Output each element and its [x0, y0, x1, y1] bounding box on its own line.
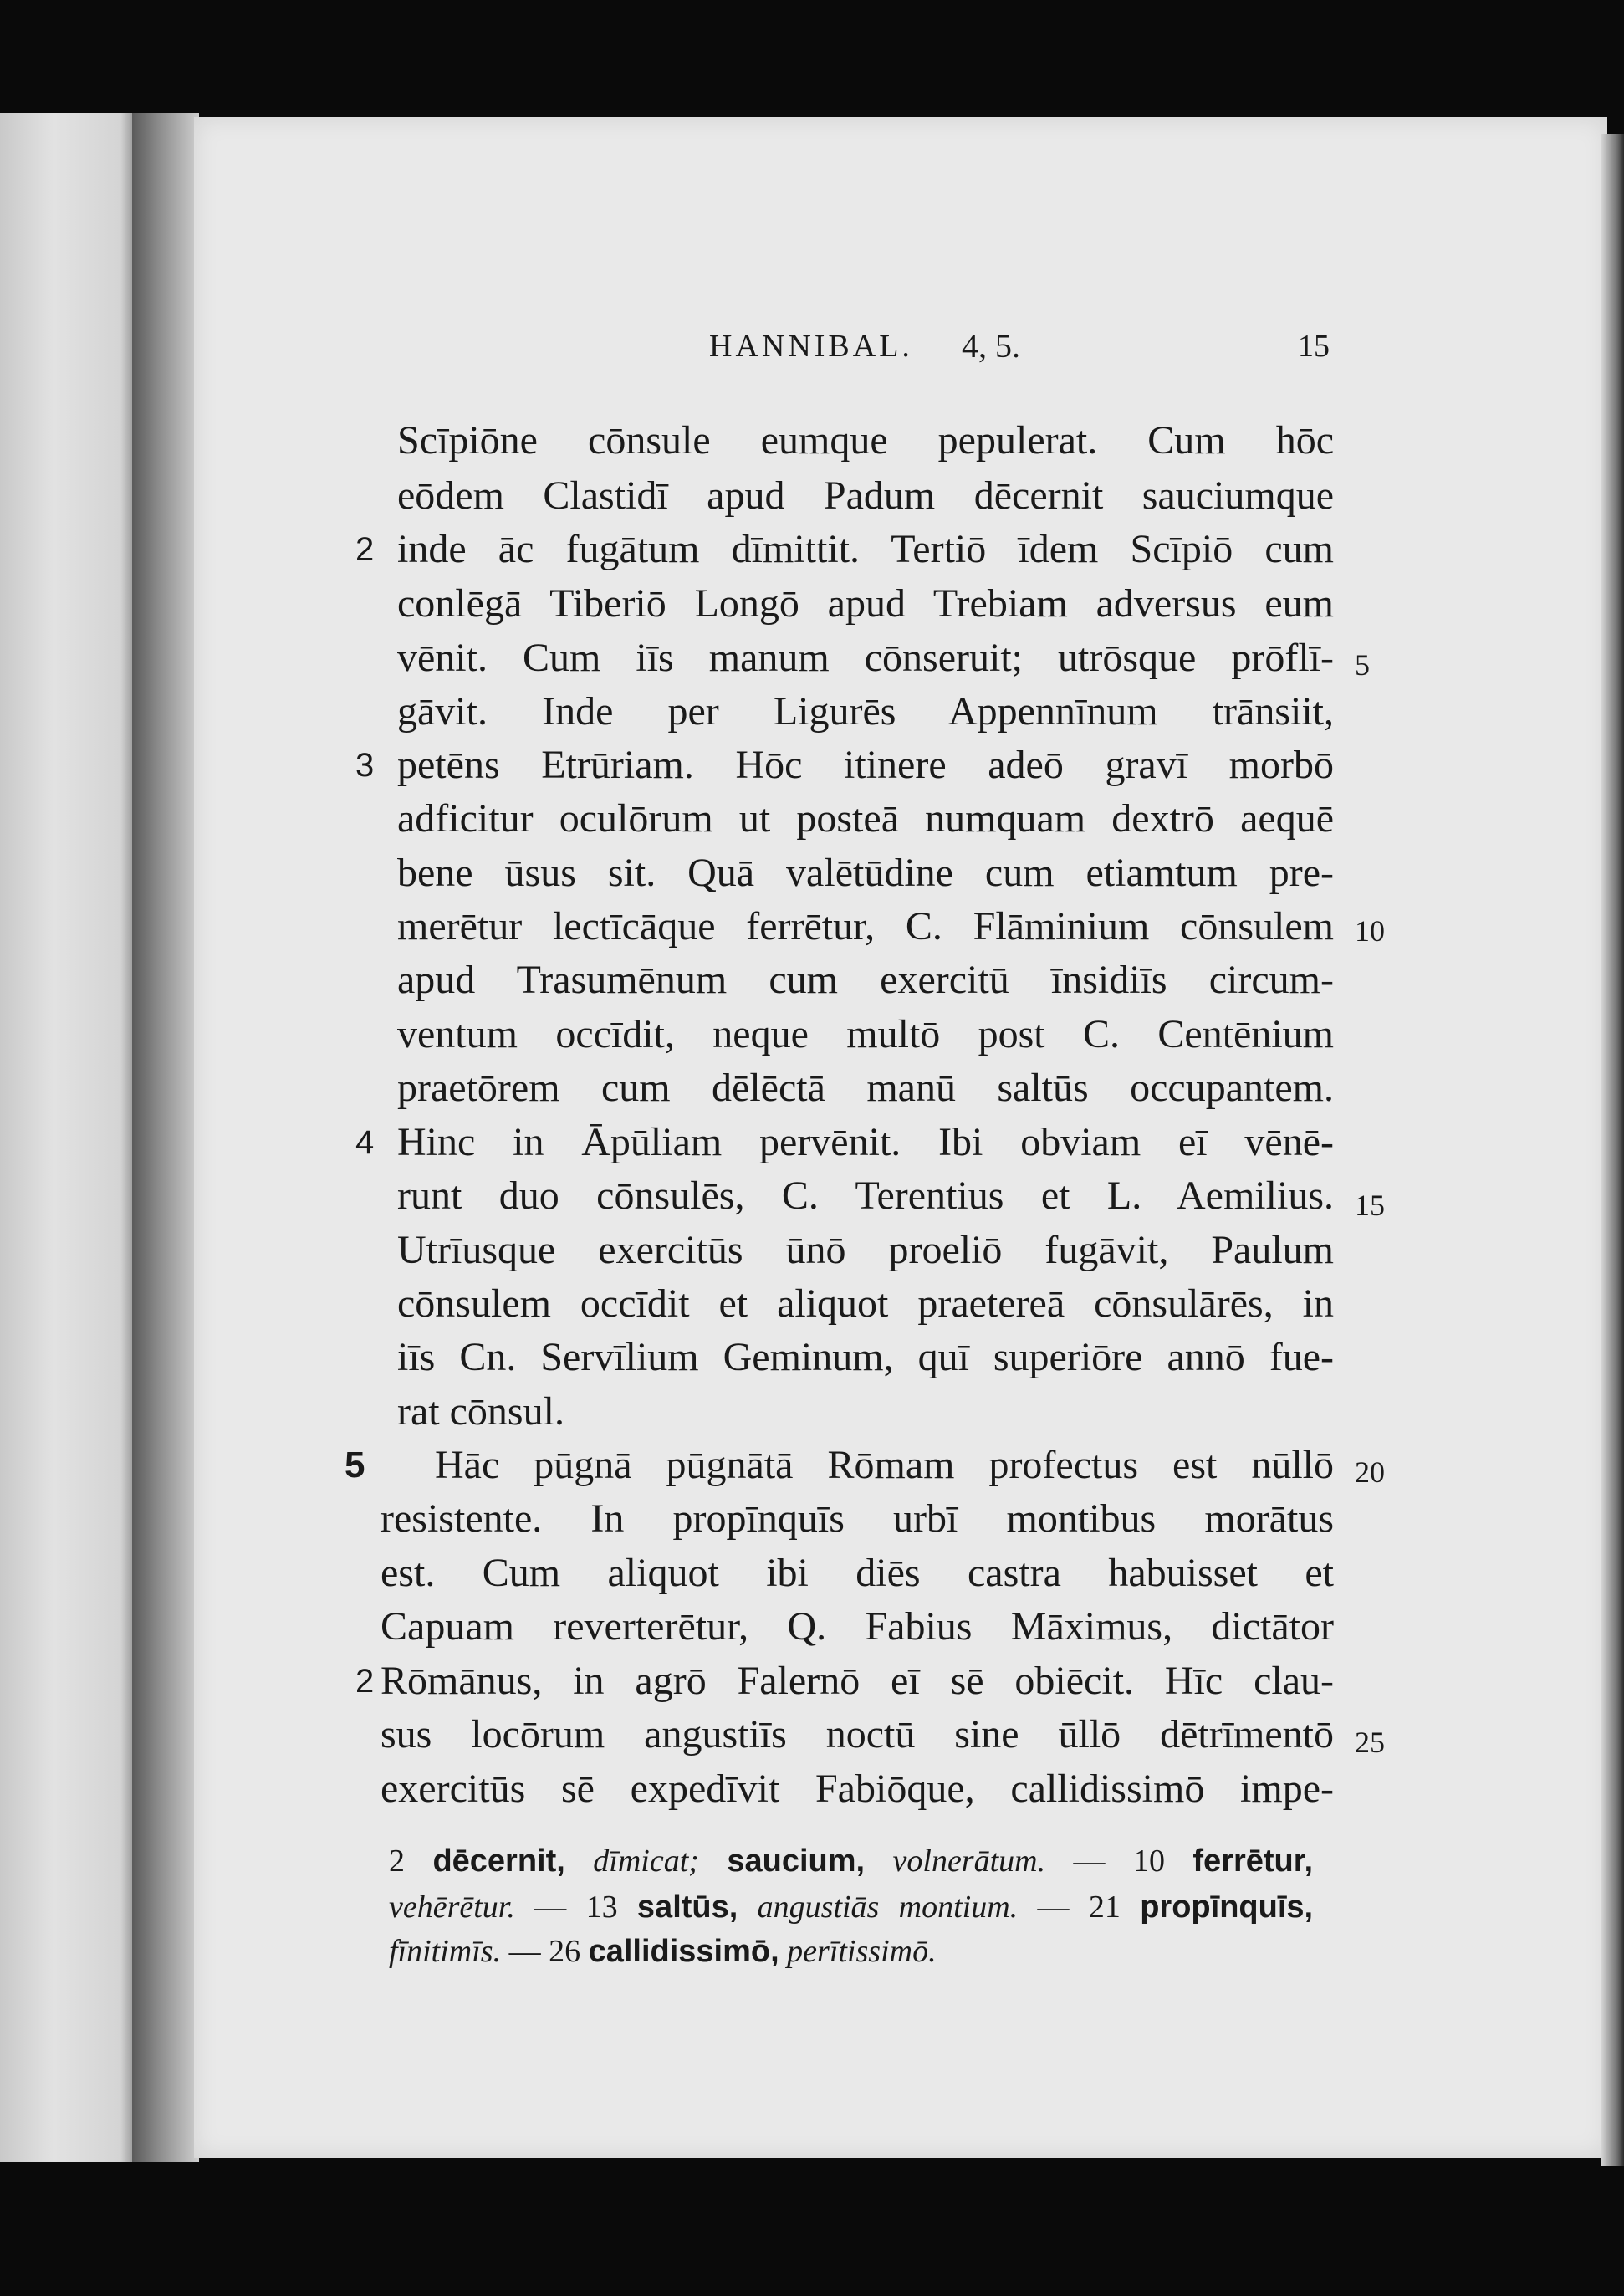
footnote-line — [389, 1930, 1313, 1972]
footnote-headword: ferrētur, — [1192, 1843, 1314, 1879]
text-line: Hinc in Āpūliam pervēnit. Ibi obviam eī vēnē- — [397, 1120, 1334, 1164]
footnote-headword: saltūs, — [636, 1889, 738, 1925]
text-line: merētur lectīcāque ferrētur, C. Flāminium cōnsulem — [397, 904, 1334, 949]
line-number: 10 — [1355, 914, 1385, 948]
footnote-gloss: volnerātum. — [892, 1843, 1046, 1879]
text-line: petēns Etrūriam. Hōc itinere adeō gravī morbō — [397, 743, 1334, 787]
section-number: 2 — [355, 531, 375, 568]
line-number: 5 — [1355, 648, 1370, 682]
line-number: 20 — [1355, 1455, 1385, 1489]
footnote-headword: saucium, — [727, 1843, 866, 1879]
footnote-headword: callidissimō, — [588, 1934, 779, 1969]
text-line: rat cōnsul. — [397, 1389, 564, 1434]
text-line: exercitūs sē expedīvit Fabiōque, callidissimō impe- — [380, 1767, 1334, 1811]
text-line: est. Cum aliquot ibi diēs castra habuisset et — [380, 1551, 1334, 1595]
text-line: gāvit. Inde per Ligurēs Appennīnum trānsiit, — [397, 689, 1334, 734]
page-number: 15 — [1298, 329, 1330, 364]
footnote-number: 2 — [389, 1843, 405, 1879]
section-number: 2 — [355, 1663, 375, 1700]
text-line: Scīpiōne cōnsule eumque pepulerat. Cum hōc — [397, 418, 1334, 463]
footnote-gloss: dīmicat; — [593, 1843, 699, 1879]
section-number: 3 — [355, 747, 375, 784]
footnote-gloss: fīnitimīs. — [389, 1934, 502, 1969]
footnote-headword: propīnquīs, — [1140, 1889, 1314, 1925]
footnote-gloss: angustiās montium. — [757, 1889, 1019, 1925]
text-line: inde āc fugātum dīmittit. Tertiō īdem Scīpiō cum — [397, 527, 1334, 571]
text-line: sus locōrum angustiīs noctū sine ūllō dētrīmentō — [380, 1712, 1334, 1757]
footnote-line — [389, 1840, 1313, 1882]
page-right-edge — [1601, 134, 1624, 2166]
footnote-number: — 13 — [534, 1889, 618, 1925]
text-line: Capuam reverterētur, Q. Fabius Māximus, dictātor — [380, 1604, 1334, 1649]
text-line: adficitur oculōrum ut posteā numquam dextrō aequē — [397, 796, 1334, 841]
text-line: praetōrem cum dēlēctā manū saltūs occupantem. — [397, 1066, 1334, 1110]
text-line: ventum occīdit, neque multō post C. Centēnium — [397, 1012, 1334, 1056]
text-line: conlēgā Tiberiō Longō apud Trebiam adversus eum — [397, 581, 1334, 626]
footnote-number: — 26 — [508, 1934, 581, 1969]
footnote-line — [389, 1886, 1313, 1928]
text-line: iīs Cn. Servīlium Geminum, quī superiōre annō fue- — [397, 1335, 1334, 1379]
footnote-headword: dēcernit, — [432, 1843, 565, 1879]
text-line: Rōmānus, in agrō Falernō eī sē obiēcit. Hīc clau- — [380, 1659, 1334, 1703]
book-gutter — [132, 113, 199, 2162]
line-number: 15 — [1355, 1189, 1385, 1222]
footnote-number: — 21 — [1037, 1889, 1121, 1925]
text-line: eōdem Clastidī apud Padum dēcernit sauciumque — [397, 473, 1334, 518]
text-line: runt duo cōnsulēs, C. Terentius et L. Aemilius. — [397, 1174, 1334, 1218]
text-line: Utrīusque exercitūs ūnō proeliō fugāvit, Paulum — [397, 1228, 1334, 1272]
running-head-sections: 4, 5. — [962, 327, 1020, 365]
text-line: Hāc pūgnā pūgnātā Rōmam profectus est nūllō — [435, 1443, 1334, 1487]
section-number: 4 — [355, 1124, 375, 1161]
text-line: apud Trasumēnum cum exercitū īnsidiīs circum- — [397, 958, 1334, 1002]
footnote-gloss: perītissimō. — [787, 1934, 937, 1969]
text-line: resistente. In propīnquīs urbī montibus morātus — [380, 1496, 1334, 1541]
line-number: 25 — [1355, 1726, 1385, 1759]
footnote-number: — 10 — [1073, 1843, 1165, 1879]
footnote-gloss: vehērētur. — [389, 1889, 515, 1925]
text-line: bene ūsus sit. Quā valētūdine cum etiamtum pre- — [397, 851, 1334, 895]
text-line: cōnsulem occīdit et aliquot praetereā cōnsulārēs, in — [397, 1281, 1334, 1326]
previous-page-edge — [0, 113, 134, 2162]
chapter-number: 5 — [345, 1445, 365, 1485]
text-line: vēnit. Cum iīs manum cōnseruit; utrōsque prōflī- — [397, 636, 1334, 680]
running-head-title: HANNIBAL. — [709, 329, 913, 364]
